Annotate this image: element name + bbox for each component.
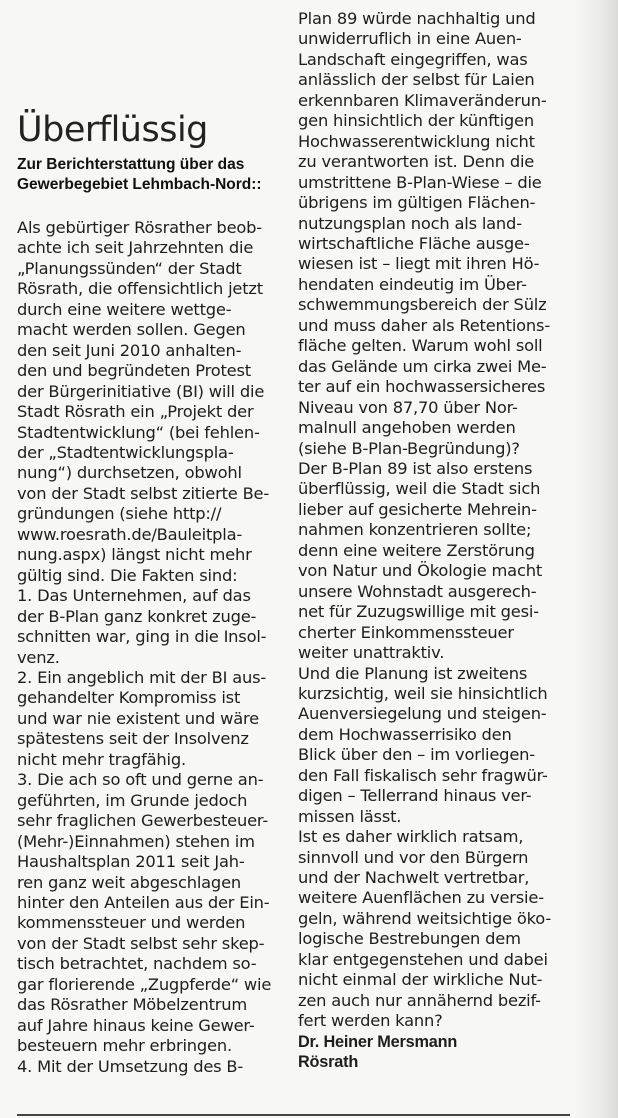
body-line: gültig sind. Die Fakten sind: (17, 565, 238, 585)
page-edge-shadow (574, 0, 618, 1118)
body-line: geführten, im Grunde jedoch (17, 790, 248, 810)
body-line: weitere Auenflächen zu versie- (298, 888, 544, 908)
body-line: besteuern mehr erbringen. (17, 1036, 232, 1056)
signature-place: Rösrath (298, 1053, 359, 1072)
body-line: Niveau von 87,70 über Nor- (298, 397, 518, 417)
body-line: Als gebürtiger Rösrather beob- (17, 218, 262, 237)
body-line: gen hinsichtlich der künftigen (298, 111, 534, 131)
body-line: sinnvoll und vor den Bürgern (298, 847, 529, 867)
body-line: unsere Wohnstadt ausgerech- (298, 581, 537, 601)
body-line: fert werden kann? (298, 1011, 443, 1031)
body-line: cherter Einkommenssteuer (298, 622, 514, 642)
signature-author: Dr. Heiner Mersmann (298, 1032, 458, 1051)
body-line: übrigens im gültigen Flächen- (298, 193, 536, 213)
body-line: von der Stadt selbst sehr skep- (17, 933, 265, 953)
body-line: 3. Die ach so oft und gerne an- (17, 770, 264, 790)
body-line: venz. (17, 647, 60, 667)
article-headline: Überflüssig (17, 110, 208, 150)
body-line: sehr fraglichen Gewerbesteuer- (17, 811, 269, 831)
body-line: fläche gelten. Warum wohl soll (298, 336, 543, 356)
body-line: ter auf ein hochwassersicheres (298, 377, 546, 397)
body-line: überflüssig, weil die Stadt sich (298, 479, 541, 499)
body-line: nung.aspx) längst nicht mehr (17, 545, 252, 565)
body-line: auf Jahre hinaus keine Gewer- (17, 1015, 255, 1035)
body-line: Auenversiegelung und steigen- (298, 704, 547, 724)
body-line: nahmen konzentrieren sollte; (298, 520, 532, 540)
article-subhead: Zur Berichterstattung über das Gewerbegebiet Lehmbach-Nord:: (17, 156, 262, 193)
body-line: achte ich seit Jahrzehnten die (17, 238, 254, 258)
body-line: net für Zuzugswillige mit gesi- (298, 602, 539, 622)
body-line: „Planungssünden“ der Stadt (17, 258, 242, 278)
body-line: 1. Das Unternehmen, auf das (17, 586, 251, 606)
body-line: (siehe B-Plan-Begründung)? (298, 438, 520, 458)
body-line: macht werden sollen. Gegen (17, 320, 246, 340)
body-line: der Bürgerinitiative (BI) will die (17, 381, 265, 401)
body-line: gehandelter Kompromiss ist (17, 688, 241, 708)
body-line: gar florierende „Zugpferde“ wie (17, 974, 272, 994)
body-line: kurzsichtig, weil sie hinsichtlich (298, 683, 548, 703)
body-line: und war nie existent und wäre (17, 708, 259, 728)
body-line: erkennbaren Klimaveränderun- (298, 90, 547, 110)
body-line: das Rösrather Möbelzentrum (17, 995, 248, 1015)
body-line: weiter unattraktiv. (298, 643, 445, 663)
body-line: den seit Juni 2010 anhalten- (17, 340, 242, 360)
body-line: wirtschaftliche Fläche ausge- (298, 233, 530, 253)
body-line: Ist es daher wirklich ratsam, (298, 827, 524, 847)
body-line: Haushaltsplan 2011 seit Jah- (17, 852, 245, 872)
body-line: missen lässt. (298, 806, 402, 826)
body-line: nicht mehr tragfähig. (17, 749, 186, 769)
right-column-body (298, 9, 551, 1073)
body-line: logische Bestrebungen dem (298, 929, 521, 949)
body-line: malnull angehoben werden (298, 418, 516, 438)
body-line: schnitten war, ging in die Insol- (17, 627, 267, 647)
body-line: hendaten eindeutig im Über- (298, 274, 527, 294)
body-line: www.roesrath.de/Bauleitpla- (17, 524, 243, 544)
body-line: (Mehr-)Einnahmen) stehen im (17, 831, 255, 851)
body-line: zu verantworten ist. Denn die (298, 152, 535, 172)
body-line: dem Hochwasserrisiko den (298, 724, 512, 744)
body-line: Rösrath, die offensichtlich jetzt (17, 279, 263, 299)
body-line: den und begründeten Protest (17, 361, 251, 381)
body-line: nung“) durchsetzen, obwohl (17, 463, 242, 483)
body-line: nutzungsplan noch als land- (298, 213, 522, 233)
body-line: klar entgegenstehen und dabei (298, 949, 548, 969)
body-line: den Fall fiskalisch sehr fragwür- (298, 765, 548, 785)
body-line: kommenssteuer und werden (17, 913, 246, 933)
body-line: 2. Ein angeblich mit der BI aus- (17, 667, 267, 687)
body-line: ren ganz weit abgeschlagen (17, 872, 242, 892)
body-line: wiesen ist – liegt mit ihren Hö- (298, 254, 540, 274)
body-line: unwiderruflich in eine Auen- (298, 29, 522, 49)
body-line: spätestens seit der Insolvenz (17, 729, 249, 749)
body-line: hinter den Anteilen aus der Ein- (17, 892, 270, 912)
body-line: Blick über den – im vorliegen- (298, 745, 535, 765)
body-line: tisch betrachtet, nachdem so- (17, 954, 257, 974)
body-line: von Natur und Ökologie macht (298, 561, 543, 581)
body-line: von der Stadt selbst zitierte Be- (17, 483, 270, 503)
body-line: der „Stadtentwicklungspla- (17, 442, 234, 462)
body-line: durch eine weitere wettge- (17, 299, 232, 319)
body-line: zen auch nur annähernd bezif- (298, 990, 541, 1010)
body-line: Stadtentwicklung“ (bei fehlen- (17, 422, 260, 442)
body-line: und der Nachwelt vertretbar, (298, 868, 530, 888)
body-line: Hochwasserentwicklung nicht (298, 131, 535, 151)
body-line: Und die Planung ist zweitens (298, 663, 528, 683)
body-line: 4. Mit der Umsetzung des B- (17, 1056, 244, 1076)
body-line: gründungen (siehe http:// (17, 504, 222, 524)
body-line: das Gelände um cirka zwei Me- (298, 356, 547, 376)
body-line: Plan 89 würde nachhaltig und (298, 9, 536, 28)
body-line: lieber auf gesicherte Mehrein- (298, 499, 537, 519)
left-column-body (17, 218, 271, 1077)
body-line: denn eine weitere Zerstörung (298, 540, 535, 560)
body-line: nicht einmal der wirkliche Nut- (298, 970, 543, 990)
body-line: Der B-Plan 89 ist also erstens (298, 458, 533, 478)
body-line: geln, während weitsichtige öko- (298, 908, 552, 928)
body-line: Stadt Rösrath ein „Projekt der (17, 402, 254, 422)
body-line: anlässlich der selbst für Laien (298, 70, 535, 90)
body-line: digen – Tellerrand hinaus ver- (298, 786, 532, 806)
body-line: schwemmungsbereich der Sülz (298, 295, 547, 315)
bottom-rule (17, 1114, 570, 1116)
body-line: Landschaft eingegriffen, was (298, 49, 528, 69)
body-line: der B-Plan ganz konkret zuge- (17, 606, 257, 626)
body-line: und muss daher als Retentions- (298, 315, 551, 335)
body-line: umstrittene B-Plan-Wiese – die (298, 172, 542, 192)
